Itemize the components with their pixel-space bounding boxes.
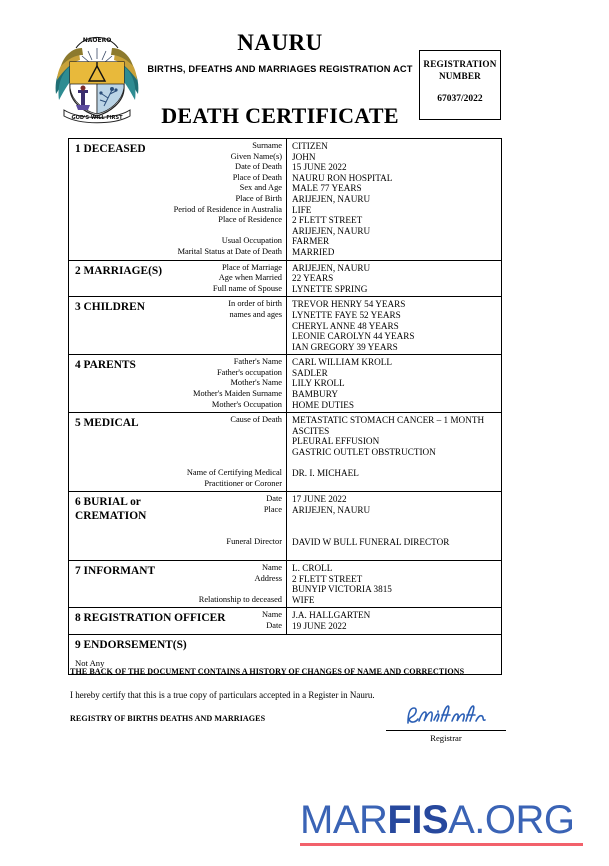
field-value: METASTATIC STOMACH CANCER – 1 MONTH: [292, 415, 485, 426]
section-children: [69, 297, 502, 355]
section-burial-cremation: [69, 492, 502, 561]
field-label: Mother's Name: [230, 378, 282, 388]
field-label-column: [169, 355, 287, 412]
field-label: Cause of Death: [230, 415, 282, 425]
field-value: DAVID W BULL FUNERAL DIRECTOR: [292, 536, 450, 547]
field-label: Father's occupation: [216, 367, 282, 377]
field-label: Name of Certifying Medical: [186, 468, 282, 478]
registration-number-box: [419, 50, 501, 120]
field-value: CITIZEN: [292, 141, 328, 151]
field-label: names and ages: [229, 309, 282, 319]
table-row: [69, 139, 502, 261]
certificate-title: DEATH CERTIFICATE: [161, 103, 399, 128]
field-label: Funeral Director: [226, 536, 282, 546]
table-row: [69, 492, 502, 561]
signature-rule: [386, 730, 506, 731]
field-label-column: [234, 608, 287, 633]
section-heading: 5 MEDICAL: [75, 417, 139, 430]
field-label: Marital Status at Date of Death: [177, 246, 282, 256]
field-value-column: [287, 297, 501, 354]
field-value-column: [287, 413, 501, 491]
table-row: [69, 608, 502, 634]
svg-text:GOD'S WILL FIRST: GOD'S WILL FIRST: [71, 115, 123, 121]
field-label-column: [169, 413, 287, 491]
registration-label-line1: REGISTRATION: [423, 59, 497, 69]
field-value: LILY KROLL: [292, 378, 345, 389]
field-value: NAURU RON HOSPITAL: [292, 172, 393, 183]
act-subtitle: BIRTHS, DFEATHS AND MARRIAGES REGISTRATION ACT: [147, 64, 413, 74]
field-value-column: [287, 492, 501, 560]
field-label-column: [169, 492, 287, 560]
field-label: Place of Residence: [218, 215, 282, 225]
registry-name: REGISTRY OF BIRTHS DEATHS AND MARRIAGES: [70, 714, 266, 723]
field-label: Relationship to deceased: [198, 594, 282, 604]
field-label: Mother's Maiden Surname: [193, 389, 282, 399]
field-value: TREVOR HENRY 54 YEARS: [292, 299, 406, 310]
field-value: 22 YEARS: [292, 273, 334, 284]
nauru-coat-of-arms-icon: [46, 26, 148, 128]
field-value: CHERYL ANNE 48 YEARS: [292, 320, 399, 331]
field-label: Name: [262, 610, 282, 620]
field-value: SADLER: [292, 367, 328, 378]
marfisa-underline: [300, 843, 583, 846]
marfisa-part1: MAR: [300, 798, 388, 842]
certificate-table-body: [69, 139, 502, 674]
field-value-column: [287, 561, 501, 607]
field-value: 2 FLETT STREET: [292, 215, 363, 226]
field-value: FARMER: [292, 236, 330, 247]
country-title: NAURU: [237, 30, 323, 55]
field-value-column: [287, 139, 501, 260]
back-of-document-notice: THE BACK OF THE DOCUMENT CONTAINS A HISTORY OF CHANGES OF NAME AND CORRECTIONS: [70, 667, 465, 676]
endorsements-body: Not Any: [75, 657, 105, 668]
field-label: Period of Residence in Australia: [173, 204, 282, 214]
certification-statement: I hereby certify that this is a true copy of particulars accepted in a Register in Nauru.: [70, 690, 375, 700]
field-label: Mother's Occupation: [211, 399, 282, 409]
section-informant: [69, 560, 502, 607]
field-value: J.A. HALLGARTEN: [292, 610, 371, 621]
field-label: Date: [266, 620, 282, 630]
table-row: [69, 297, 502, 355]
marfisa-part2: FIS: [387, 798, 449, 842]
section-heading: 2 MARRIAGE(S): [75, 264, 163, 277]
field-value: MARRIED: [292, 246, 335, 257]
field-value: CARL WILLIAM KROLL: [292, 357, 393, 368]
field-label: Place of Birth: [235, 193, 282, 203]
field-label: Address: [254, 573, 282, 583]
signature-block: [386, 703, 506, 743]
field-value: BAMBURY: [292, 389, 338, 400]
field-label: Place of Marriage: [222, 262, 282, 272]
section-deceased: [69, 139, 502, 261]
field-label: In order of birth: [228, 299, 282, 309]
field-label: Full name of Spouse: [212, 283, 282, 293]
section-heading-line1: 6 BURIAL or: [75, 496, 141, 509]
field-label: Date of Death: [235, 162, 282, 172]
field-label-column: [169, 261, 287, 297]
field-value: LIFE: [292, 204, 312, 215]
field-value: 2 FLETT STREET: [292, 573, 363, 584]
section-heading: 3 CHILDREN: [75, 301, 145, 314]
field-value: DR. I. MICHAEL: [292, 468, 359, 479]
field-label-column: [169, 139, 287, 260]
field-value: 15 JUNE 2022: [292, 162, 347, 173]
field-value: MALE 77 YEARS: [292, 183, 362, 194]
section-heading: 9 ENDORSEMENT(S): [75, 638, 187, 651]
field-value: PLEURAL EFFUSION: [292, 436, 380, 447]
field-value: JOHN: [292, 151, 316, 162]
section-heading: 7 INFORMANT: [75, 564, 156, 577]
field-value: L. CROLL: [292, 562, 333, 573]
field-value-column: [287, 608, 501, 633]
field-label-column: [169, 561, 287, 607]
registration-number-value: 67037/2022: [437, 94, 483, 104]
field-label: Practitioner or Coroner: [204, 478, 282, 488]
field-value: 17 JUNE 2022: [292, 494, 347, 505]
section-heading: 1 DECEASED: [75, 143, 146, 155]
marfisa-part3: A.ORG: [448, 798, 575, 842]
field-value: BUNYIP VICTORIA 3815: [292, 584, 392, 595]
field-label: Date: [266, 494, 282, 504]
document-header: [0, 0, 609, 132]
field-value: ASCITES: [292, 425, 330, 436]
certificate-table: [68, 138, 502, 674]
field-label: Age when Married: [218, 273, 282, 283]
field-value: LEONIE CAROLYN 44 YEARS: [292, 331, 415, 342]
field-value: HOME DUTIES: [292, 399, 355, 410]
field-label: Name: [262, 562, 282, 572]
table-row: [69, 413, 502, 492]
field-value: ARIJEJEN, NAURU: [292, 225, 371, 236]
field-label-column: [169, 297, 287, 354]
table-row: [69, 260, 502, 297]
field-value: WIFE: [292, 594, 315, 605]
table-row: [69, 355, 502, 413]
marfisa-wordmark: [300, 798, 585, 842]
section-heading: 4 PARENTS: [75, 359, 136, 372]
marfisa-watermark: [300, 798, 585, 846]
field-value: ARIJEJEN, NAURU: [292, 262, 371, 273]
section-heading: [69, 492, 169, 560]
table-row: [69, 560, 502, 607]
field-value: LYNETTE SPRING: [292, 283, 368, 294]
field-value: LYNETTE FAYE 52 YEARS: [292, 309, 401, 320]
field-value: IAN GREGORY 39 YEARS: [292, 341, 398, 352]
section-registration-officer: [69, 608, 502, 634]
svg-text:NAOERO: NAOERO: [82, 37, 112, 44]
field-label: Usual Occupation: [221, 236, 282, 246]
field-label: Father's Name: [233, 357, 282, 367]
field-value: ARIJEJEN, NAURU: [292, 193, 371, 204]
field-label: Given Name(s): [230, 151, 282, 161]
section-heading-line2: CREMATION: [75, 510, 147, 523]
field-value: GASTRIC OUTLET OBSTRUCTION: [292, 447, 436, 458]
field-label: Surname: [252, 141, 282, 150]
field-value: 19 JUNE 2022: [292, 620, 347, 631]
registration-label-line2: NUMBER: [438, 71, 482, 81]
section-parents: [69, 355, 502, 413]
field-value-column: [287, 355, 501, 412]
field-value-column: [287, 261, 501, 297]
field-value: ARIJEJEN, NAURU: [292, 505, 371, 515]
section-medical: [69, 413, 502, 492]
signature-caption: Registrar: [430, 733, 462, 743]
section-heading: 8 REGISTRATION OFFICER: [75, 612, 226, 625]
field-label: Place of Death: [232, 172, 282, 182]
registrar-signature-icon: [400, 703, 492, 729]
field-label: Place: [263, 505, 282, 514]
section-marriages: [69, 260, 502, 297]
field-label: Sex and Age: [239, 183, 282, 193]
